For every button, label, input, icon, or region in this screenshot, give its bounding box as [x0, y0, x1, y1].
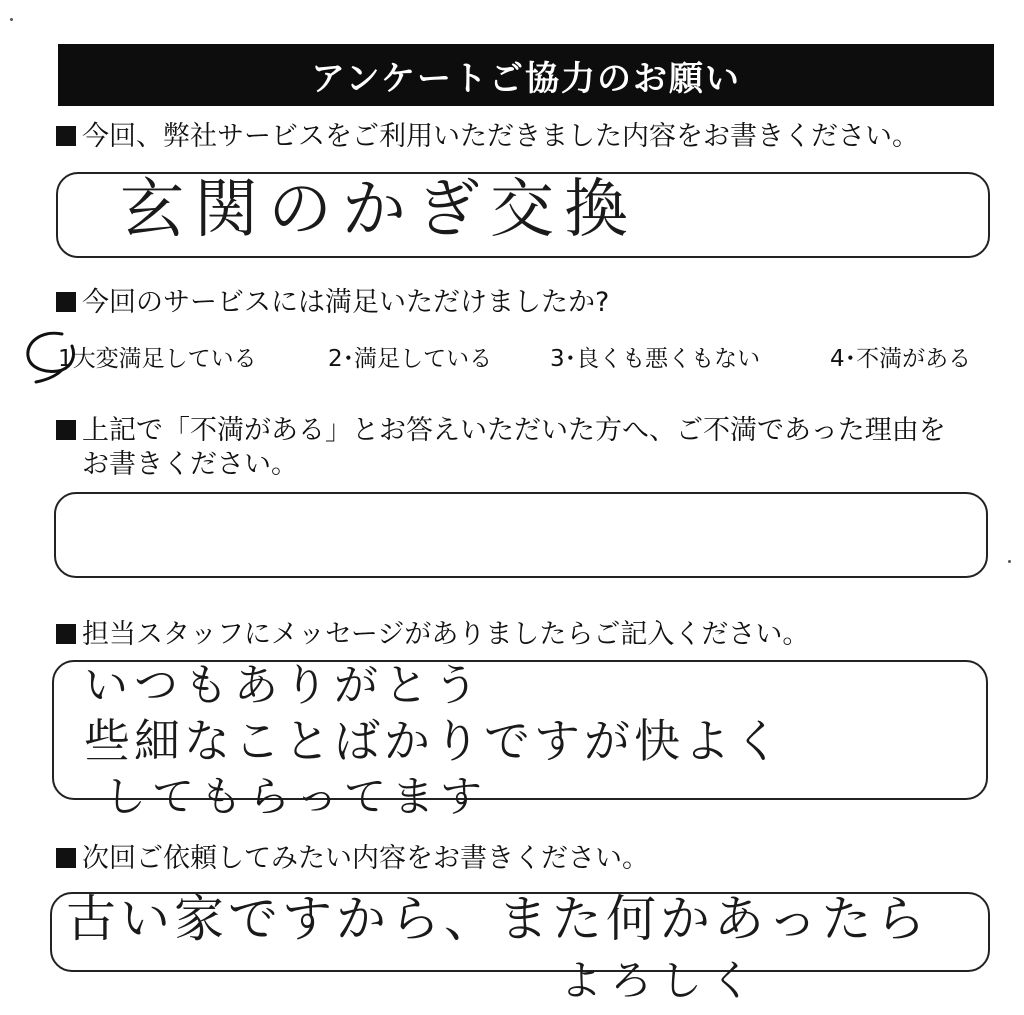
question-2	[56, 286, 609, 320]
question-1-label: 今回、弊社サービスをご利用いただきました内容をお書きください。	[82, 121, 919, 152]
bullet-square-icon	[56, 848, 76, 868]
bullet-square-icon	[56, 292, 76, 312]
option-1[interactable]	[58, 340, 257, 373]
answer-4-line2: 些細なことばかりですが快よく	[84, 714, 784, 768]
answer-5-line2: よろしく	[560, 956, 761, 1005]
question-3	[56, 414, 946, 448]
question-4-label: 担当スタッフにメッセージがありましたらご記入ください。	[82, 619, 810, 650]
bullet-square-icon	[56, 126, 76, 146]
question-2-label: 今回のサービスには満足いただけましたか?	[82, 287, 610, 318]
option-4-label: 4･不満がある	[830, 346, 972, 372]
bullet-square-icon	[56, 420, 76, 440]
option-4[interactable]	[830, 340, 971, 373]
option-1-number: 1	[58, 346, 73, 372]
answer-4-line3: してもらってます	[104, 772, 489, 821]
question-3-continued	[82, 448, 298, 482]
question-1	[56, 120, 919, 154]
option-2[interactable]	[328, 340, 492, 373]
question-3-label-line2: お書きください。	[82, 449, 298, 480]
question-5	[56, 842, 649, 876]
answer-5-line1: 古い家ですから、また何かあったら	[66, 890, 930, 948]
form-title: アンケートご協力のお願い	[58, 44, 994, 106]
satisfaction-options	[22, 334, 1002, 378]
question-3-label-line1: 上記で「不満がある」とお答えいただいた方へ、ご不満であった理由を	[82, 415, 946, 446]
question-4	[56, 618, 809, 652]
scan-speck	[10, 18, 13, 21]
answer-box-3[interactable]	[54, 492, 988, 578]
bullet-square-icon	[56, 624, 76, 644]
option-2-label: 2･満足している	[328, 346, 493, 372]
option-3-label: 3･良くも悪くもない	[550, 346, 761, 372]
answer-4-line1: いつもありがとう	[84, 660, 484, 711]
scan-speck	[1008, 560, 1011, 563]
question-5-label: 次回ご依頼してみたい内容をお書きください。	[82, 843, 649, 874]
answer-1-handwriting: 玄関のかぎ交換	[120, 173, 638, 247]
option-3[interactable]	[550, 340, 760, 373]
option-1-label: 大変満足している	[72, 346, 257, 372]
